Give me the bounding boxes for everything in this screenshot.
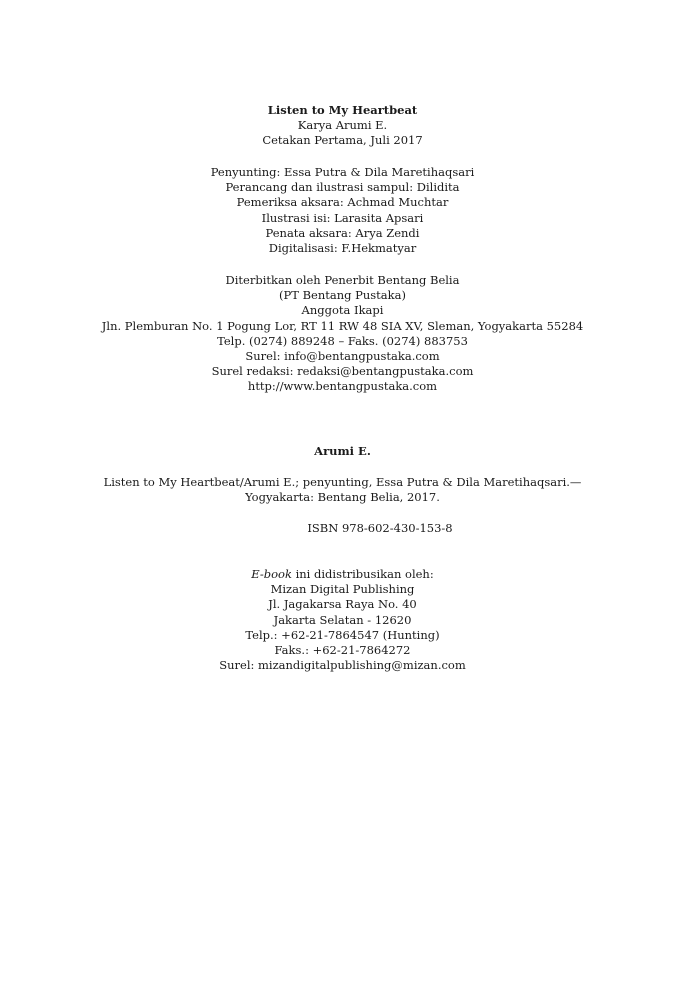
edition-line: Cetakan Pertama, Juli 2017 <box>262 133 423 148</box>
credit-editor: Penyunting: Essa Putra & Dila Maretihaqsari <box>210 165 475 179</box>
publisher-membership: Anggota Ikapi <box>301 303 384 318</box>
credit-digitalization: Digitalisasi: F.Hekmatyar <box>268 241 417 256</box>
credits-block <box>0 165 685 256</box>
publisher-name: Diterbitkan oleh Penerbit Bentang Belia <box>225 273 460 287</box>
distributor-phone: Telp.: +62-21-7864547 (Hunting) <box>245 627 440 642</box>
distributor-address: Jl. Jagakarsa Raya No. 40 <box>268 597 417 612</box>
catalog-entry-line: Listen to My Heartbeat/Arumi E.; penyunting, Essa Putra & Dila Maretihaqsari.— <box>103 475 582 489</box>
publisher-company: (PT Bentang Pustaka) <box>279 288 406 303</box>
distributor-name: Mizan Digital Publishing <box>270 582 415 597</box>
book-title: Listen to My Heartbeat <box>267 103 418 117</box>
credit-illustrator: Ilustrasi isi: Larasita Apsari <box>261 210 424 225</box>
distributor-intro-rest: ini didistribusikan oleh: <box>291 567 434 581</box>
credit-cover-designer: Perancang dan ilustrasi sampul: Dilidita <box>225 180 460 195</box>
isbn-block <box>0 521 685 536</box>
catalog-entry-block <box>0 475 685 505</box>
credit-typesetter: Penata aksara: Arya Zendi <box>265 225 420 240</box>
distributor-intro <box>0 567 685 582</box>
publisher-block <box>0 273 685 395</box>
publisher-phone: Telp. (0274) 889248 – Faks. (0274) 883753 <box>217 333 468 348</box>
author-line: Karya Arumi E. <box>297 118 388 133</box>
isbn: ISBN 978-602-430-153-8 <box>307 521 453 535</box>
distributor-block <box>0 567 685 673</box>
distributor-city: Jakarta Selatan - 12620 <box>273 612 412 627</box>
catalog-author-block <box>0 444 685 459</box>
catalog-entry-line: Yogyakarta: Bentang Belia, 2017. <box>245 490 440 505</box>
distributor-fax: Faks.: +62-21-7864272 <box>274 643 411 658</box>
credit-proofreader: Pemeriksa aksara: Achmad Muchtar <box>236 195 449 210</box>
catalog-author-heading: Arumi E. <box>314 444 371 458</box>
publisher-editorial-email: Surel redaksi: redaksi@bentangpustaka.com <box>211 364 474 379</box>
publisher-website: http://www.bentangpustaka.com <box>247 379 438 394</box>
publisher-email: Surel: info@bentangpustaka.com <box>245 349 440 364</box>
title-block <box>0 103 685 149</box>
distributor-email: Surel: mizandigitalpublishing@mizan.com <box>219 658 466 673</box>
publisher-address: Jln. Plemburan No. 1 Pogung Lor, RT 11 RW 48 SIA XV, Sleman, Yogyakarta 55284 <box>101 318 584 333</box>
ebook-term: E-book <box>251 567 292 581</box>
